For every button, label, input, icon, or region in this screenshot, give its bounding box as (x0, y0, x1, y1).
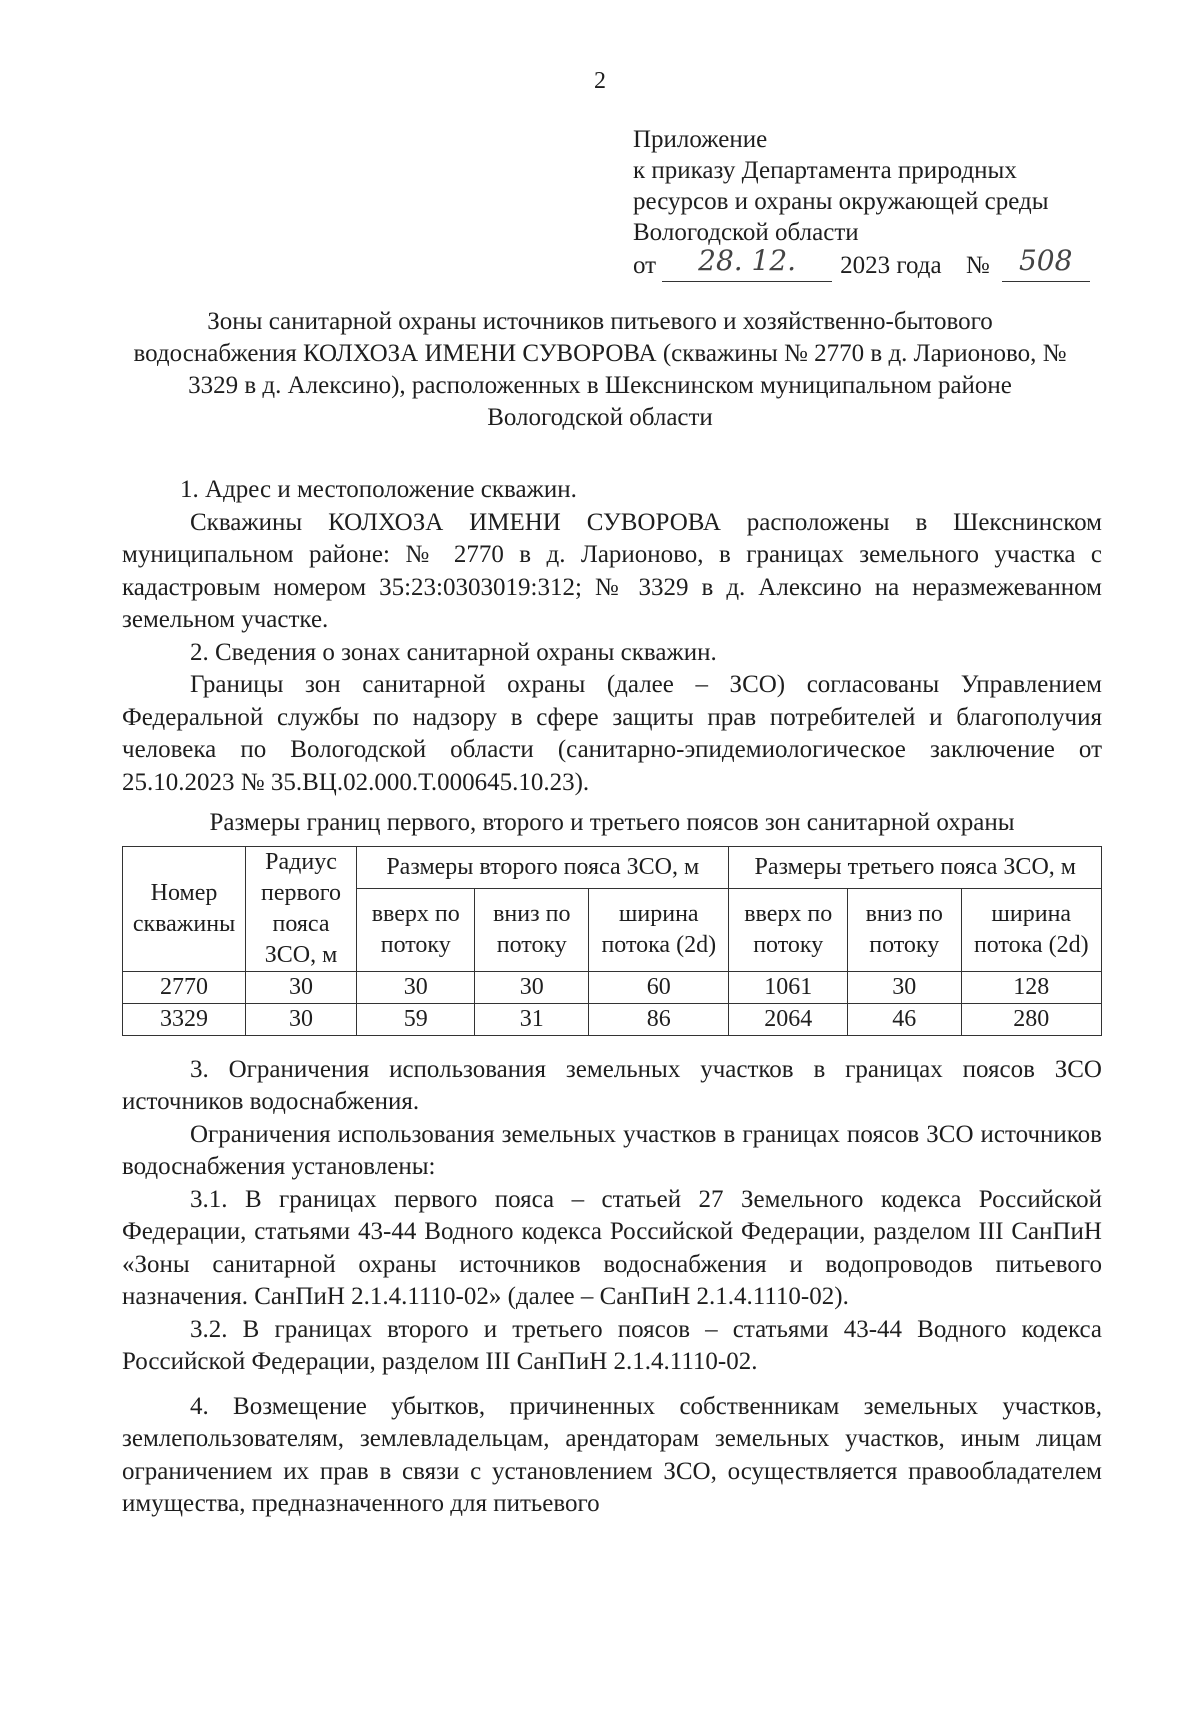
cell-radius: 30 (246, 1003, 357, 1035)
header-width: ширина потока (2d) (961, 888, 1101, 971)
appendix-line: к приказу Департамента природных (633, 157, 1017, 184)
cell-radius: 30 (246, 971, 357, 1003)
date-prefix: от (633, 252, 657, 279)
cell-third-width: 280 (961, 1003, 1101, 1035)
header-downstream: вниз по потоку (847, 888, 961, 971)
year-text: 2023 года (840, 252, 942, 279)
section-2-heading: 2. Сведения о зонах санитарной охраны скважин. (190, 638, 717, 666)
table-row (123, 971, 1102, 1003)
order-date-line (633, 244, 1173, 282)
cell-well-number: 3329 (123, 1003, 246, 1035)
header-upstream: вверх по потоку (357, 888, 475, 971)
order-number-field (1002, 244, 1090, 282)
section-3-item-1: 3.1. В границах первого пояса – статьей 27 Земельного кодекса Российской Федерации, статьями 43-44 Водного кодекса Российской Федерации, разделом III СанПиН «Зоны санитарной охраны источников водоснабжения и водопроводов питьевого назначения. СанПиН 2.1.4.1110-02» (далее – СанПиН 2.1.4.1110-02). (122, 1185, 1102, 1310)
appendix-line: ресурсов и охраны окружающей среды (633, 188, 1049, 215)
cell-well-number: 2770 (123, 971, 246, 1003)
table-caption: Размеры границ первого, второго и третьего поясов зон санитарной охраны (209, 809, 1015, 836)
cell-second-upstream: 59 (357, 1003, 475, 1035)
cell-second-width: 86 (589, 1003, 729, 1035)
date-field (662, 244, 832, 282)
document-body (122, 474, 1102, 1521)
appendix-line: Вологодской области (633, 219, 859, 246)
table-row (123, 1003, 1102, 1035)
cell-third-downstream: 30 (847, 971, 961, 1003)
section-2-text: Границы зон санитарной охраны (далее – ЗСО) согласованы Управлением Федеральной службы по надзору в сфере защиты прав потребителей и благополучия человека по Вологодской области (санитарно-эпидемиологическое заключение от 25.10.2023 № 35.ВЦ.02.000.Т.000645.10.23). (122, 671, 1102, 796)
document-title: Зоны санитарной охраны источников питьевого и хозяйственно-бытового водоснабжения КОЛХОЗА ИМЕНИ СУВОРОВА (скважины № 2770 в д. Ларионово, № 3329 в д. Алексино), расположенных в Шекснинском муниципальном районе Вологодской области (133, 308, 1067, 431)
section-1-text: Скважины КОЛХОЗА ИМЕНИ СУВОРОВА расположены в Шекснинском муниципальном районе: № 2770 в д. Ларионово, в границах земельного участка с кадастровым номером 35:23:0303019:312; № 3329 в д. Алексино на неразмежеванном земельном участке. (122, 508, 1102, 633)
cell-third-upstream: 2064 (729, 1003, 847, 1035)
header-well-number: Номер скважины (123, 846, 246, 971)
header-third-zone: Размеры третьего пояса ЗСО, м (729, 846, 1102, 888)
cell-second-upstream: 30 (357, 971, 475, 1003)
cell-third-width: 128 (961, 971, 1101, 1003)
section-1-heading: 1. Адрес и местоположение скважин. (180, 476, 577, 503)
page-number: 2 (594, 68, 606, 94)
header-radius: Радиус первого пояса ЗСО, м (246, 846, 357, 971)
section-3-item-2: 3.2. В границах второго и третьего поясов – статьями 43-44 Водного кодекса Российской Федерации, разделом III СанПиН 2.1.4.1110-02. (122, 1315, 1102, 1375)
section-3-intro: Ограничения использования земельных участков в границах поясов ЗСО источников водоснабжения установлены: (122, 1120, 1102, 1180)
cell-third-upstream: 1061 (729, 971, 847, 1003)
handwritten-date: 28. 12. (698, 244, 797, 277)
cell-third-downstream: 46 (847, 1003, 961, 1035)
header-width: ширина потока (2d) (589, 888, 729, 971)
appendix-block (633, 124, 1173, 282)
section-4-text: 4. Возмещение убытков, причиненных собственникам земельных участков, землепользователям, землевладельцам, арендаторам земельных участков, иным лицам ограничением их прав в связи с установлением ЗСО, осуществляется правообладателем имущества, предназначенного для питьевого (122, 1392, 1102, 1517)
handwritten-number: 508 (1018, 244, 1073, 277)
header-second-zone: Размеры второго пояса ЗСО, м (357, 846, 729, 888)
cell-second-width: 60 (589, 971, 729, 1003)
header-upstream: вверх по потоку (729, 888, 847, 971)
section-3-heading: 3. Ограничения использования земельных участков в границах поясов ЗСО источников водоснабжения. (122, 1055, 1102, 1115)
cell-second-downstream: 30 (475, 971, 589, 1003)
appendix-line: Приложение (633, 126, 768, 153)
number-sign: № (965, 252, 990, 279)
zones-table (122, 846, 1102, 1036)
cell-second-downstream: 31 (475, 1003, 589, 1035)
header-downstream: вниз по потоку (475, 888, 589, 971)
